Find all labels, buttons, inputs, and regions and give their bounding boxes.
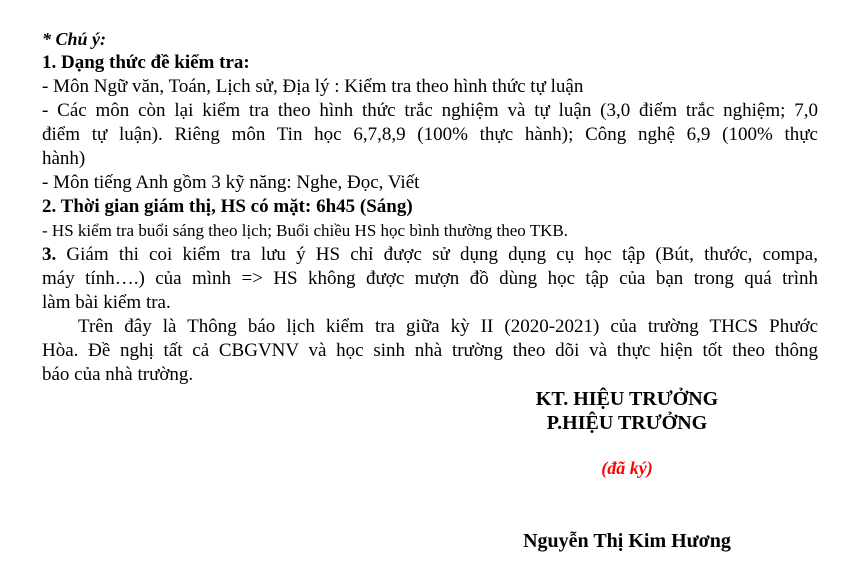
signature-title-line2: P.HIỆU TRƯỞNG (546, 412, 708, 434)
section1-heading: 1. Dạng thức đề kiểm tra: (42, 52, 250, 73)
section3-number: 3. (42, 244, 57, 265)
section3-line3: làm bài kiểm tra. (42, 292, 171, 313)
section1-item2-line1: - Các môn còn lại kiểm tra theo hình thức trắc nghiệm và tự luận (3,0 điểm trắc nghiệm; 7,0 (42, 100, 818, 121)
signed-note: (đã ký) (601, 458, 653, 478)
section1-item2-line2: điểm tự luận). Riêng môn Tin học 6,7,8,9 (100% thực hành); Công nghệ 6,9 (100% thực (42, 124, 818, 145)
section3-text-line1: Giám thi coi kiểm tra lưu ý HS chỉ được sử dụng dụng cụ học tập (Bút, thước, compa, (56, 244, 818, 265)
section2-heading: 2. Thời gian giám thị, HS có mặt: 6h45 (Sáng) (42, 196, 413, 217)
signature-title-line1: KT. HIỆU TRƯỞNG (535, 388, 719, 410)
signer-name: Nguyễn Thị Kim Hương (523, 530, 731, 552)
note-header: * Chú ý: (42, 29, 107, 49)
section2-note: - HS kiểm tra buổi sáng theo lịch; Buổi chiều HS học bình thường theo TKB. (42, 221, 568, 240)
section1-item1: - Môn Ngữ văn, Toán, Lịch sử, Địa lý : Kiểm tra theo hình thức tự luận (42, 76, 584, 97)
closing-line1: Trên đây là Thông báo lịch kiểm tra giữa kỳ II (2020-2021) của trường THCS Phước (78, 316, 818, 337)
section3-line2: máy tính….) của mình => HS không được mượn đồ dùng học tập của bạn trong quá trình (42, 268, 818, 289)
section3-line1 (42, 243, 818, 267)
section1-item3: - Môn tiếng Anh gồm 3 kỹ năng: Nghe, Đọc, Viết (42, 172, 420, 193)
closing-line2: Hòa. Đề nghị tất cả CBGVNV và học sinh nhà trường theo dõi và thực hiện tốt theo thông (42, 340, 818, 361)
section1-item2-line3: hành) (42, 148, 86, 169)
closing-line3: báo của nhà trường. (42, 364, 194, 385)
signature-block (432, 387, 822, 553)
